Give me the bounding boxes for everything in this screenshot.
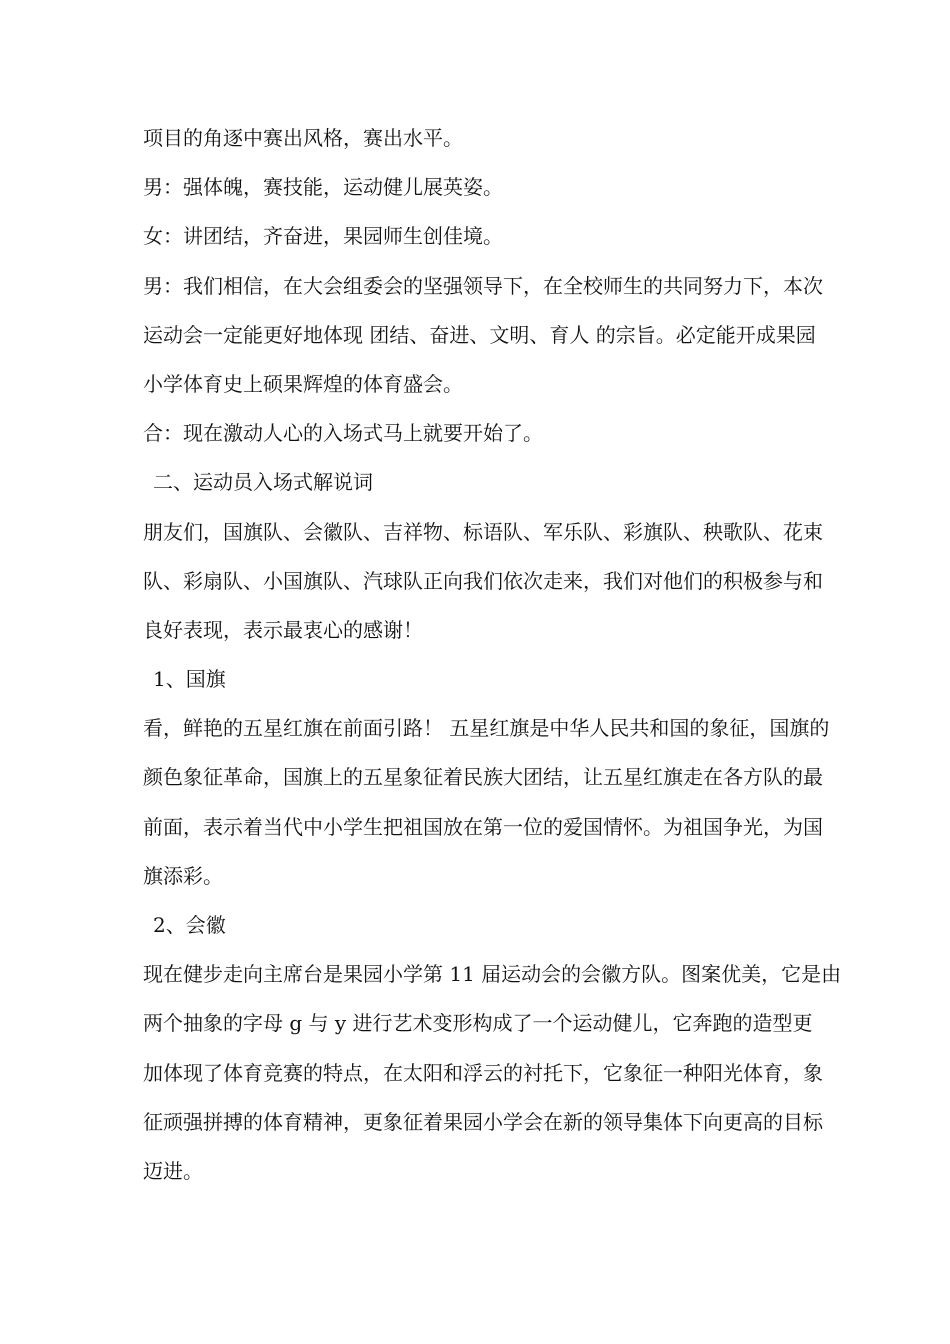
text-line: 队、彩扇队、小国旗队、汽球队正向我们依次走来，我们对他们的积极参与和: [143, 568, 823, 593]
text-line: 两个抽象的字母 g 与 y 进行艺术变形构成了一个运动健儿，它奔跑的造型更: [143, 1011, 813, 1036]
text-line: 现在健步走向主席台是果园小学第 11 届运动会的会徽方队。图案优美，它是由: [143, 962, 842, 987]
text-line: 颜色象征革命，国旗上的五星象征着民族大团结，让五星红旗走在各方队的最: [143, 765, 823, 790]
text-line: 项目的角逐中赛出风格，赛出水平。: [143, 126, 463, 150]
text-line: 加体现了体育竞赛的特点，在太阳和浮云的衬托下，它象征一种阳光体育，象: [143, 1060, 823, 1085]
document-body: [143, 118, 842, 1200]
text-line: 迈进。: [143, 1158, 203, 1183]
text-line: 旗添彩。: [143, 863, 223, 888]
section-heading: 2、会徽: [153, 913, 226, 937]
text-line: 小学体育史上硕果辉煌的体育盛会。: [143, 371, 463, 396]
text-line: 女：讲团结，齐奋进，果园师生创佳境。: [143, 224, 503, 249]
text-line: 征顽强拼搏的体育精神，更象征着果园小学会在新的领导集体下向更高的目标: [143, 1109, 823, 1134]
text-line: 运动会一定能更好地体现 团结、奋进、文明、育人 的宗旨。必定能开成果园: [143, 322, 816, 347]
text-line: 合：现在激动人心的入场式马上就要开始了。: [143, 421, 543, 446]
text-line: 良好表现，表示最衷心的感谢！: [143, 617, 423, 642]
text-line: 看，鲜艳的五星红旗在前面引路！ 五星红旗是中华人民共和国的象征，国旗的: [143, 716, 830, 741]
text-line: 男：我们相信，在大会组委会的坚强领导下，在全校师生的共同努力下，本次: [143, 273, 823, 298]
section-heading: 1、国旗: [153, 667, 226, 692]
text-line: 朋友们，国旗队、会徽队、吉祥物、标语队、军乐队、彩旗队、秧歌队、花束: [143, 519, 823, 544]
text-line: 前面，表示着当代中小学生把祖国放在第一位的爱国情怀。为祖国争光，为国: [143, 814, 823, 839]
section-heading: 二、运动员入场式解说词: [153, 470, 373, 495]
text-line: 男：强体魄，赛技能，运动健儿展英姿。: [143, 175, 503, 200]
